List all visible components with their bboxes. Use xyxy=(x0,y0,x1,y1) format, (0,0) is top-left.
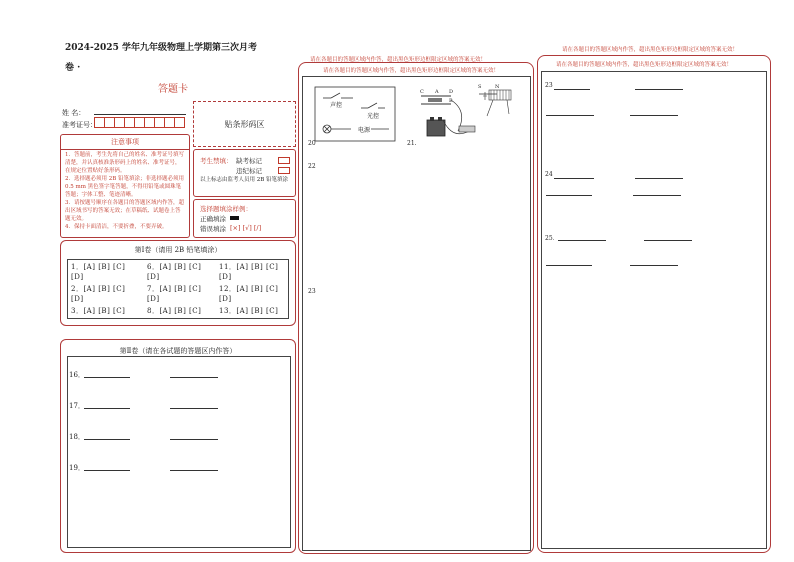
q18-blank-1[interactable] xyxy=(84,439,130,440)
barcode-label: 贴条形码区 xyxy=(224,120,265,129)
wrong-fill-marks: [×] [√] [/] xyxy=(230,224,262,232)
id-grid[interactable] xyxy=(94,117,184,128)
label-s: S xyxy=(478,84,482,90)
exam-title-continued: 卷 · xyxy=(65,63,81,73)
q23-label: 23 xyxy=(308,288,316,295)
wrong-fill-label: 错误填涂 xyxy=(200,225,226,233)
q3-options[interactable]: 3．[A] [B] [C] xyxy=(71,307,126,315)
note-item: 4．保持卡面清洁，不要折叠，不要弄破。 xyxy=(65,224,168,230)
correct-fill-label: 正确填涂 xyxy=(200,215,226,223)
middle-answer-area xyxy=(302,76,531,551)
q25-blank-3[interactable] xyxy=(546,265,592,266)
q6-options[interactable]: 6．[A] [B] [C] xyxy=(147,263,202,271)
q2-options[interactable]: 2．[A] [B] [C] xyxy=(71,285,126,293)
power-label: 电源 xyxy=(358,127,371,134)
label-a: A xyxy=(435,89,439,95)
exam-title: 2024-2025 学年九年级物理上学期第三次月考 xyxy=(65,43,257,53)
absent-label: 缺考标记 xyxy=(236,157,262,165)
answer-card-title: 答题卡 xyxy=(158,84,188,95)
fill-example-box xyxy=(193,199,296,238)
warning-text: 请在各题目的答题区域内作答，超出黑色矩形边框限定区域的答案无效！ xyxy=(562,47,739,53)
warning-text: 请在各题目的答题区域内作答，超出黑色矩形边框限定区域的答案无效！ xyxy=(310,57,487,63)
status-label: 考生禁填： xyxy=(200,157,233,165)
q6-option-d[interactable]: [D] xyxy=(147,273,160,281)
choice-row[interactable] xyxy=(71,295,232,303)
choice-row[interactable] xyxy=(71,273,232,281)
circuit-diagram xyxy=(313,85,397,143)
q24-blank-2[interactable] xyxy=(635,178,683,179)
q22-label: 22 xyxy=(308,163,316,170)
notes-title: 注意事项 xyxy=(111,138,139,146)
fill-example-title: 选择题填涂样例： xyxy=(200,205,252,213)
q12-option-d[interactable]: [D] xyxy=(219,295,232,303)
q25-label: 25． xyxy=(545,235,559,242)
notes-box xyxy=(60,134,190,238)
warning-text: 请在各题目的答题区域内作答，超出黑色矩形边框限定区域的答案无效！ xyxy=(323,68,500,74)
q16-blank-2[interactable] xyxy=(170,377,218,378)
q17-blank-1[interactable] xyxy=(84,408,130,409)
label-c: C xyxy=(420,89,424,95)
notes-list xyxy=(61,150,189,232)
correct-fill-mark xyxy=(230,216,239,220)
section2-box xyxy=(60,339,296,553)
q18-label: 18． xyxy=(69,433,85,441)
q24-blank-3[interactable] xyxy=(546,195,592,196)
q17-label: 17． xyxy=(69,402,85,410)
q25-blank-2[interactable] xyxy=(644,240,692,241)
q24-label: 24 xyxy=(545,171,553,178)
absent-checkbox[interactable] xyxy=(278,157,290,164)
q19-blank-1[interactable] xyxy=(84,470,130,471)
q23-blank-4[interactable] xyxy=(630,115,678,116)
note-item: 2．选择题必须用 2B 铅笔填涂；非选择题必须用 0.5 mm 黑色签字笔答题，不得用铅笔或圆珠笔答题；字体工整、笔迹清晰。 xyxy=(65,176,185,198)
choice-row[interactable] xyxy=(71,306,279,316)
section1-box xyxy=(60,240,296,326)
id-label: 准考证号： xyxy=(62,121,97,129)
violation-checkbox[interactable] xyxy=(278,167,290,174)
right-column-box xyxy=(537,55,771,553)
q17-blank-2[interactable] xyxy=(170,408,218,409)
q24-blank-4[interactable] xyxy=(633,195,681,196)
voice-switch-label: 声控 xyxy=(330,102,343,109)
electromagnet-apparatus-figure xyxy=(413,86,523,146)
name-line[interactable] xyxy=(94,114,186,115)
note-item: 1．答题前，考生先将自己的姓名、准考证号填写清楚，并认真核准条形码上的姓名、准考证号，在规定位置贴好条形码。 xyxy=(65,152,185,174)
section2-title: 第Ⅱ卷（请在各试题的答题区内作答） xyxy=(119,347,237,355)
barcode-area xyxy=(193,101,296,147)
q25-blank-4[interactable] xyxy=(630,265,678,266)
label-n: N xyxy=(495,84,500,90)
section2-answer-area xyxy=(67,356,291,548)
right-answer-area xyxy=(541,71,767,549)
label-d: D xyxy=(449,89,454,95)
q19-blank-2[interactable] xyxy=(170,470,218,471)
q23-blank-2[interactable] xyxy=(635,89,683,90)
note-item: 3．请按题号顺序在各题目的答题区域内作答，超出区域书写的答案无效；在草稿纸、试题卷上答题无效。 xyxy=(65,200,185,222)
warning-text: 请在各题目的答题区域内作答，超出黑色矩形边框限定区域的答案无效！ xyxy=(556,62,733,68)
status-box xyxy=(193,149,296,197)
q23-blank-1[interactable] xyxy=(554,89,590,90)
q18-blank-2[interactable] xyxy=(170,439,218,440)
q7-options[interactable]: 7．[A] [B] [C] xyxy=(147,285,202,293)
q19-label: 19． xyxy=(69,464,85,472)
q24-blank-1[interactable] xyxy=(554,178,594,179)
q1-options[interactable]: 1．[A] [B] [C] xyxy=(71,263,126,271)
q16-label: 16． xyxy=(69,371,85,379)
q23-blank-3[interactable] xyxy=(546,115,594,116)
q11-option-d[interactable]: [D] xyxy=(219,273,232,281)
q20-label: 20 xyxy=(308,140,316,147)
q1-option-d[interactable]: [D] xyxy=(71,273,84,281)
q21-label: 21. xyxy=(407,140,417,147)
section1-title: 第Ⅰ卷（请用 2B 铅笔填涂） xyxy=(134,246,222,254)
q11-options[interactable]: 11．[A] [B] [C] xyxy=(219,263,279,271)
q13-options[interactable]: 13．[A] [B] [C] xyxy=(219,307,279,315)
q16-blank-1[interactable] xyxy=(84,377,130,378)
q12-options[interactable]: 12．[A] [B] [C] xyxy=(219,285,279,293)
q2-option-d[interactable]: [D] xyxy=(71,295,84,303)
q25-blank-1[interactable] xyxy=(558,240,606,241)
choice-row[interactable] xyxy=(71,284,279,294)
name-label: 姓 名： xyxy=(62,109,86,117)
violation-label: 违纪标记 xyxy=(236,167,262,175)
choice-row[interactable] xyxy=(71,262,279,272)
q23-label: 23 xyxy=(545,82,553,89)
q7-option-d[interactable]: [D] xyxy=(147,295,160,303)
status-note: 以上标志由监考人员用 2B 铅笔填涂 xyxy=(200,177,289,183)
light-switch-label: 光控 xyxy=(367,113,380,120)
q8-options[interactable]: 8．[A] [B] [C] xyxy=(147,307,202,315)
label-b: B xyxy=(449,98,453,104)
